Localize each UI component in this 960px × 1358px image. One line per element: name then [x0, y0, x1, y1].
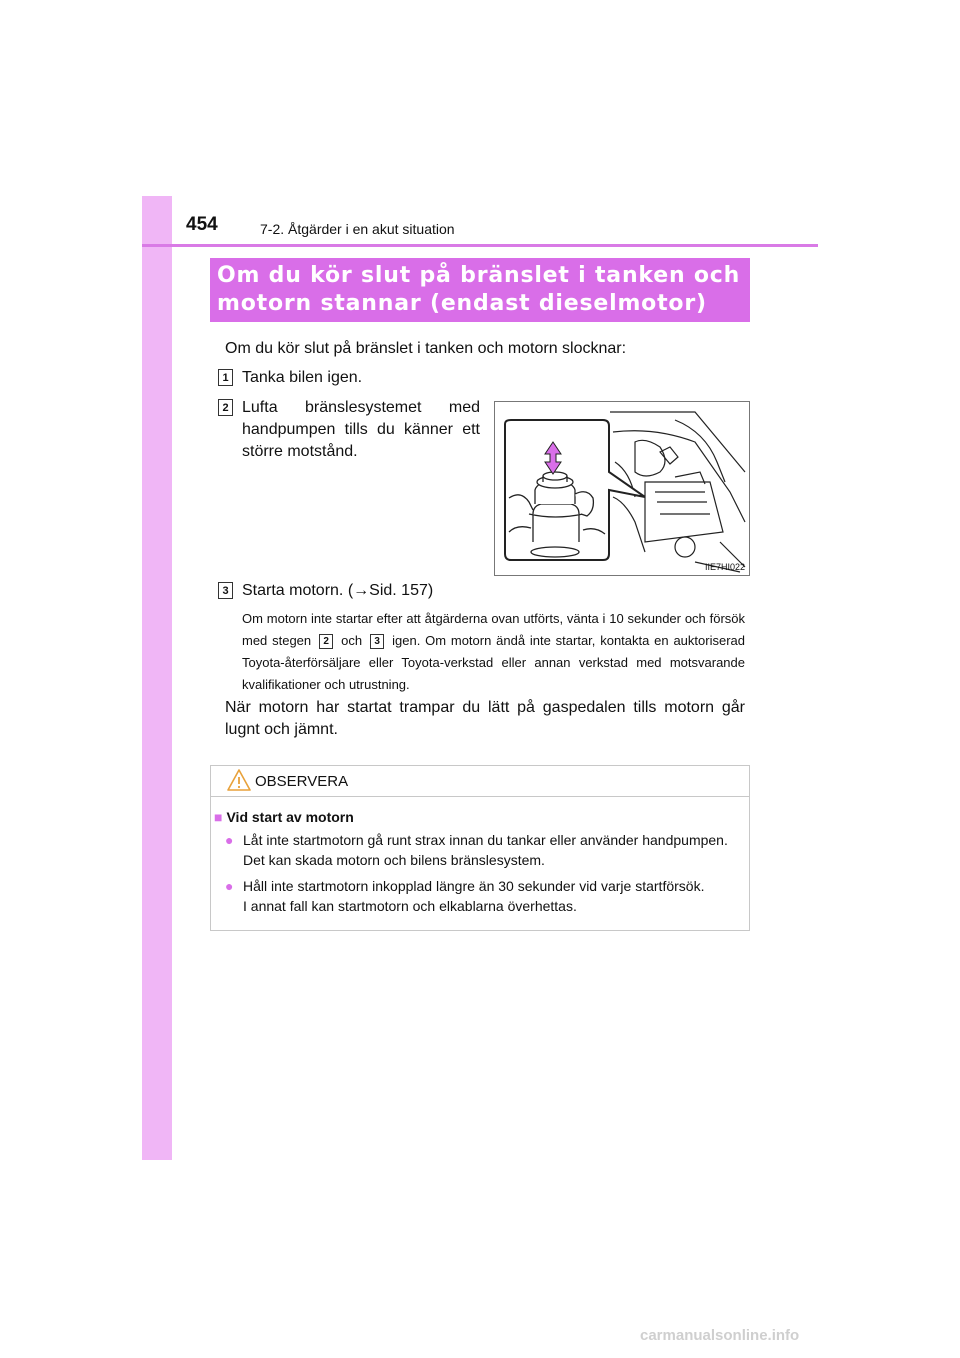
caution-bullet-2-line-1: Håll inte startmotorn inkopplad längre än 30 sekunder vid varje startförsök. [243, 878, 705, 894]
chapter-sidebar-tab [142, 196, 172, 1160]
caution-header [211, 766, 749, 797]
caution-bullet-1-line-2: Det kan skada motorn och bilens bränslesystem. [243, 852, 545, 868]
page-number: 454 [186, 214, 218, 235]
header-divider [142, 244, 818, 247]
step-2-badge: 2 [218, 399, 233, 416]
note-and: och [341, 633, 363, 648]
step-1-text: Tanka bilen igen. [242, 369, 363, 386]
caution-box [210, 765, 750, 931]
site-watermark: carmanualsonline.info [640, 1327, 800, 1344]
step-2-text: Lufta bränslesystemet med handpumpen tills du känner ett större motstånd. [242, 399, 480, 460]
caution-subheading-text: Vid start av motorn [226, 809, 354, 825]
section-breadcrumb: 7-2. Åtgärder i en akut situation [260, 221, 455, 237]
engine-bay-drawing [495, 402, 749, 575]
note-step-2-ref: 2 [319, 634, 333, 649]
caution-bullet-1 [225, 830, 745, 870]
restart-note [242, 608, 745, 696]
note-part-2: igen. Om motorn ändå inte startar, kontakta en auktoriserad Toyota-återförsäljare eller Toyota-verkstad eller annan verkstad med motsvarande kvalifikationer och utrustning. [242, 633, 745, 692]
caution-subheading [214, 809, 354, 825]
bullet-dot-icon: ● [225, 832, 234, 848]
step-1-badge: 1 [218, 369, 233, 386]
caution-label: OBSERVERA [255, 773, 349, 790]
caution-bullet-2 [225, 876, 745, 916]
square-bullet-icon: ■ [214, 809, 223, 825]
note-part-1: Om motorn inte startar efter att åtgärderna ovan utförts, vänta i 10 sekunder och försök med stegen [242, 611, 745, 648]
section-title-line-1: Om du kör slut på bränslet i tanken och [217, 263, 741, 288]
caution-bullet-2-line-2: I annat fall kan startmotorn och elkablarna överhettas. [243, 898, 577, 914]
after-start-text: När motorn har startat trampar du lätt på gaspedalen tills motorn går lugnt och jämnt. [225, 699, 745, 738]
intro-text: Om du kör slut på bränslet i tanken och motorn slocknar: [225, 340, 627, 357]
caution-bullet-1-line-1: Låt inte startmotorn gå runt strax innan du tankar eller använder handpumpen. [243, 832, 728, 848]
figure-code: IIE7HI022 [704, 562, 745, 572]
warning-triangle-icon [227, 768, 251, 792]
section-title-line-2: motorn stannar (endast dieselmotor) [217, 291, 707, 316]
bullet-dot-icon: ● [225, 878, 234, 894]
step-3-text: Starta motorn. (→Sid. 157) [242, 582, 434, 599]
note-step-3-ref: 3 [370, 634, 384, 649]
section-title [210, 258, 750, 322]
fuel-filter-illustration [494, 401, 750, 576]
step-3-badge: 3 [218, 582, 233, 599]
